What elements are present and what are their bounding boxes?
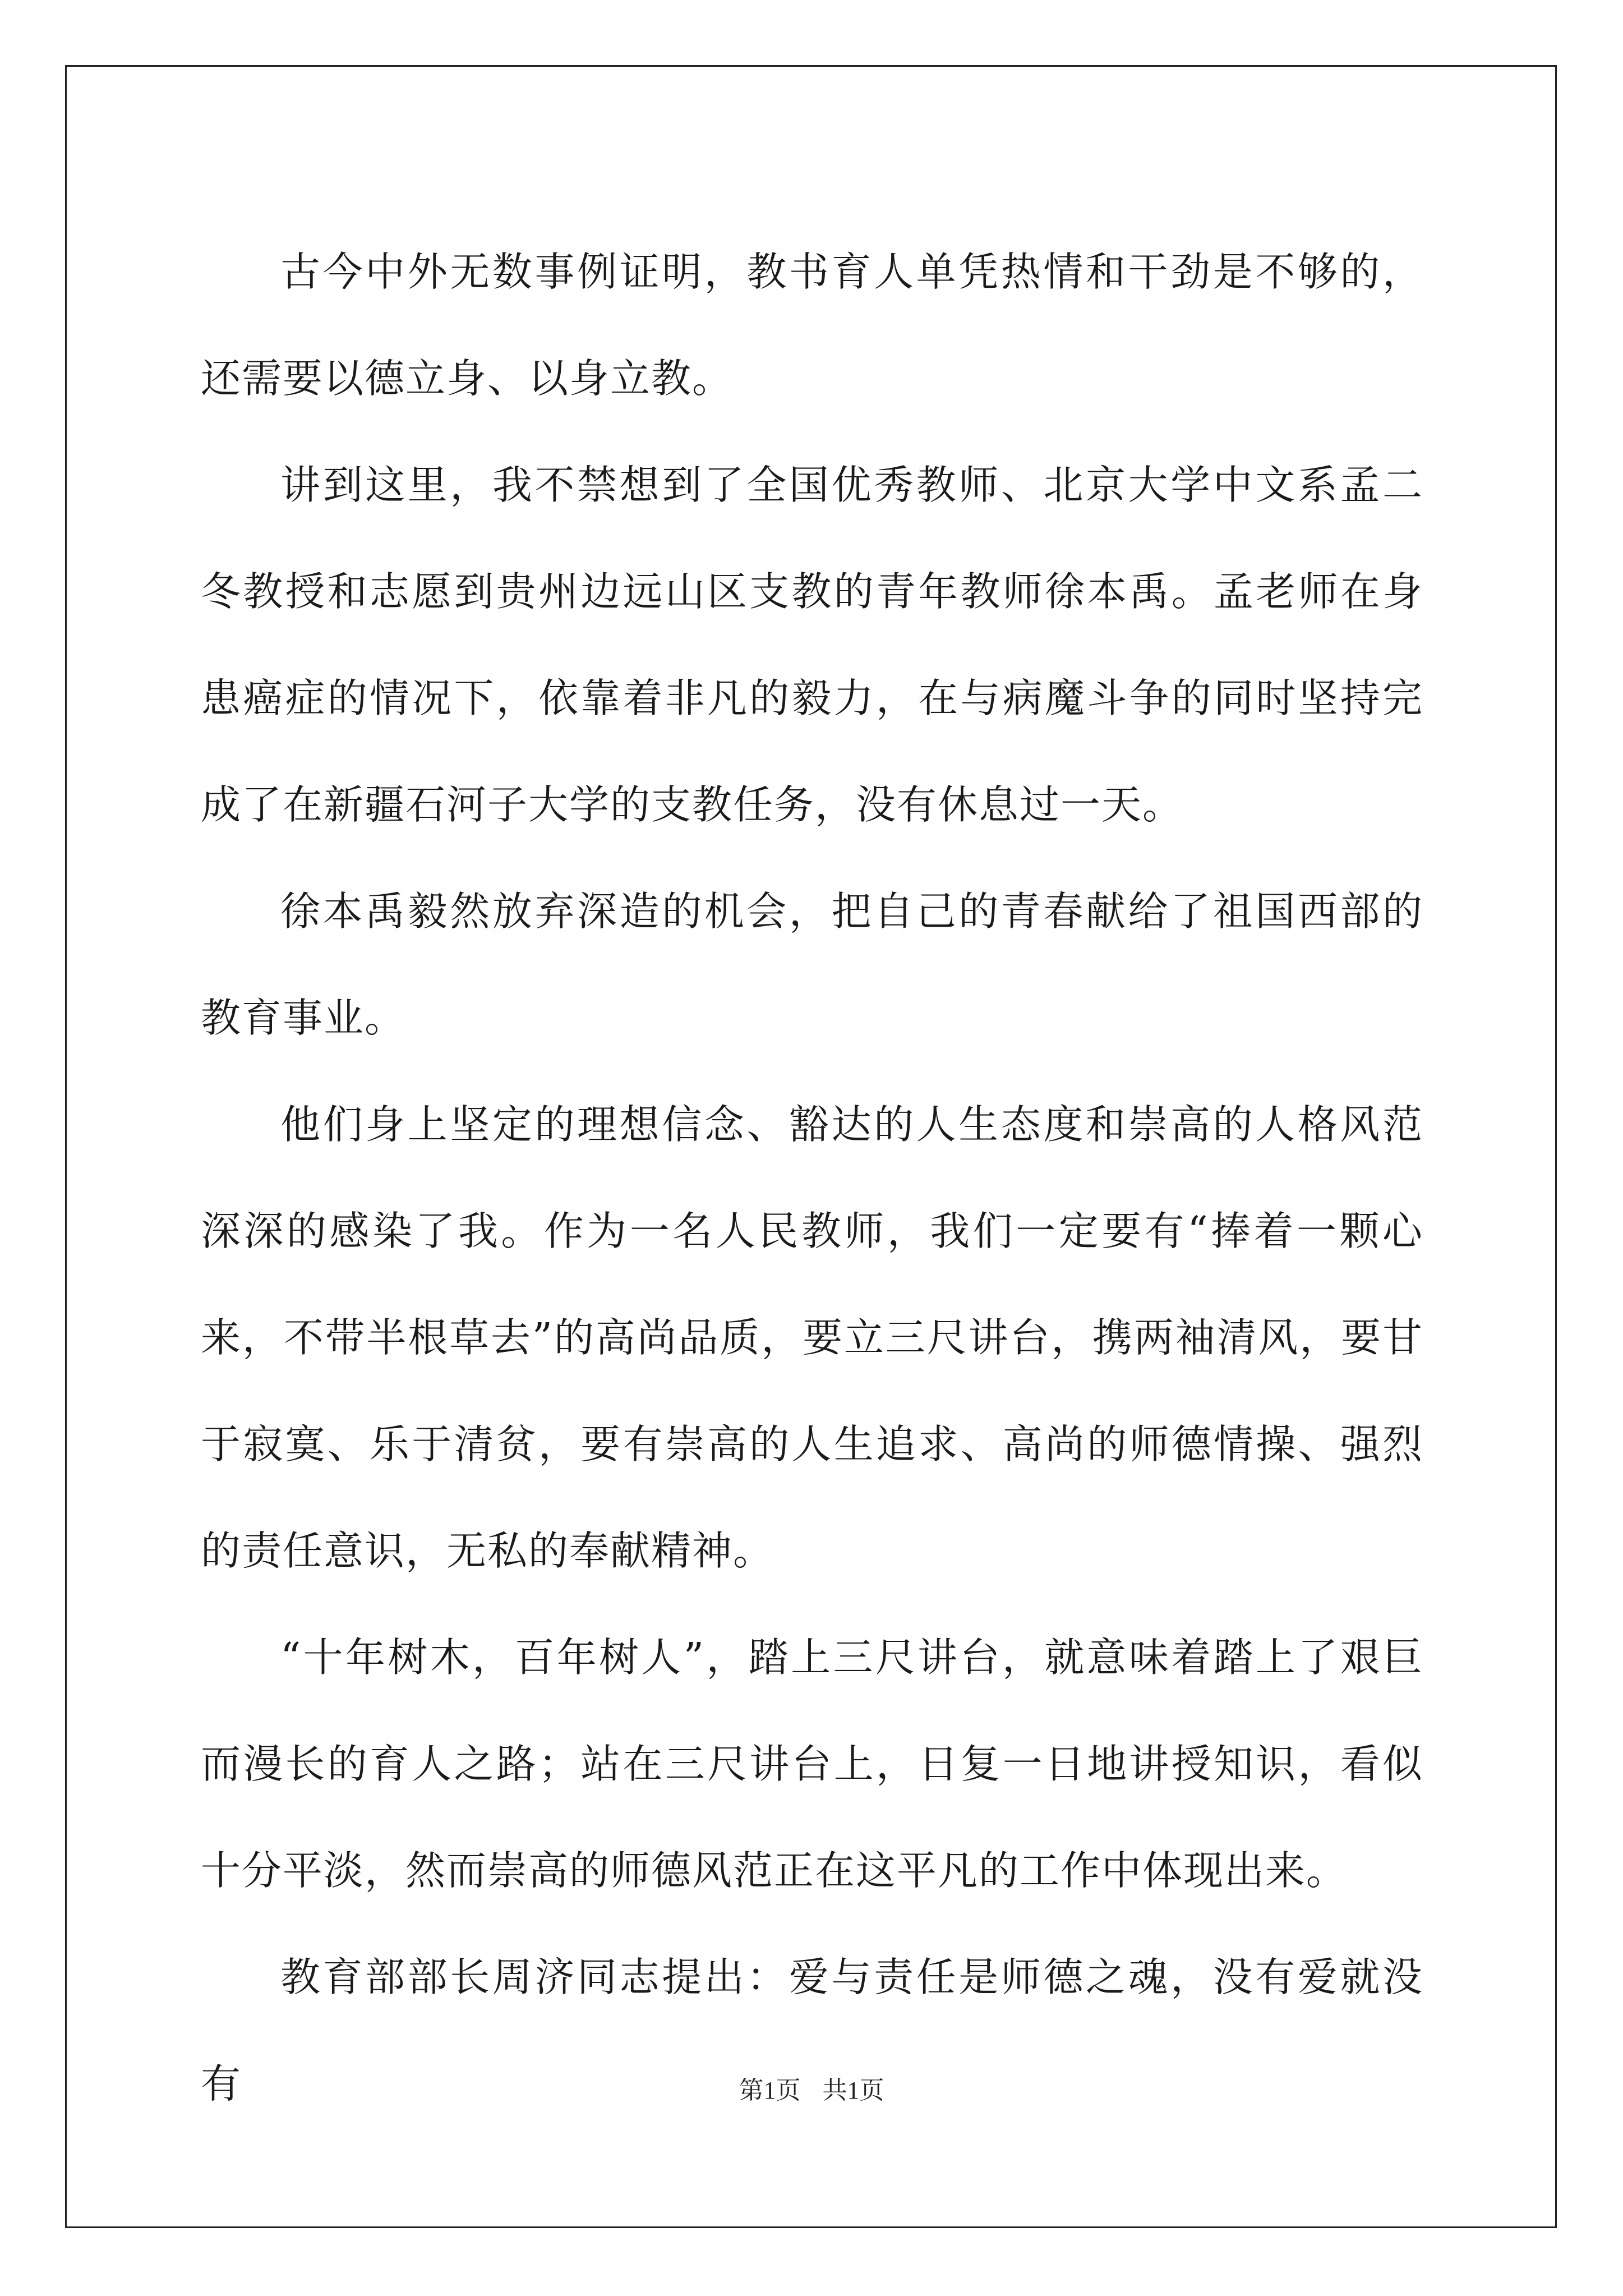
paragraph-3: 徐本禹毅然放弃深造的机会，把自己的青春献给了祖国西部的教育事业。: [201, 888, 1423, 1041]
page-total: 共1页: [822, 2077, 884, 2104]
document-body: [201, 219, 1423, 2137]
page-footer: [0, 2070, 1623, 2106]
page-number: 第1页: [739, 2077, 801, 2104]
paragraph-1: 古今中外无数事例证明，教书育人单凭热情和干劲是不够的，还需要以德立身、以身立教。: [201, 249, 1423, 402]
paragraph-5: “十年树木，百年树人”，踏上三尺讲台，就意味着踏上了艰巨而漫长的育人之路；站在三尺讲台上，日复一日地讲授知识，看似十分平淡，然而崇高的师德风范正在这平凡的工作中体现出来。: [201, 1634, 1423, 1894]
paragraph-2: 讲到这里，我不禁想到了全国优秀教师、北京大学中文系孟二冬教授和志愿到贵州边远山区支教的青年教师徐本禹。孟老师在身患癌症的情况下，依靠着非凡的毅力，在与病魔斗争的同时坚持完成了在新疆石河子大学的支教任务，没有休息过一天。: [201, 462, 1423, 828]
paragraph-6: 教育部部长周济同志提出：爱与责任是师德之魂，没有爱就没有: [201, 1954, 1423, 2107]
paragraph-4: 他们身上坚定的理想信念、豁达的人生态度和崇高的人格风范深深的感染了我。作为一名人民教师，我们一定要有“捧着一颗心来，不带半根草去”的高尚品质，要立三尺讲台，携两袖清风，要甘于寂寞、乐于清贫，要有崇高的人生追求、高尚的师德情操、强烈的责任意识，无私的奉献精神。: [201, 1101, 1423, 1574]
